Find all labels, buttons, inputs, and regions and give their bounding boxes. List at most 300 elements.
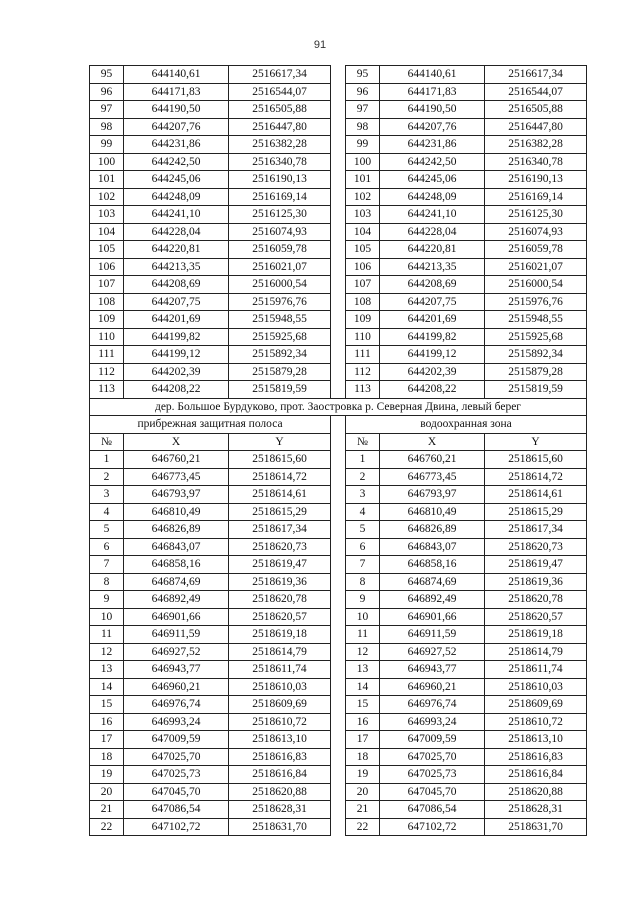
right-cell-num: 106	[346, 258, 380, 276]
left-cell-x: 644208,22	[124, 381, 229, 399]
right-cell-x: 646943,77	[380, 661, 485, 679]
left-cell-num: 10	[90, 608, 124, 626]
column-gap	[331, 661, 346, 679]
left-cell-x: 646760,21	[124, 451, 229, 469]
right-cell-y: 2516447,80	[485, 118, 587, 136]
column-gap	[331, 171, 346, 189]
right-cell-y: 2516505,88	[485, 101, 587, 119]
upper-coordinates-body	[90, 66, 587, 399]
right-cell-x: 646911,59	[380, 626, 485, 644]
right-cell-y: 2518631,70	[485, 818, 587, 836]
column-gap	[331, 223, 346, 241]
right-cell-x: 644171,83	[380, 83, 485, 101]
column-gap	[331, 573, 346, 591]
column-gap	[331, 83, 346, 101]
left-cell-num: 4	[90, 503, 124, 521]
right-cell-y: 2515819,59	[485, 381, 587, 399]
right-cell-num: 104	[346, 223, 380, 241]
table-row	[90, 801, 587, 819]
left-cell-x: 644140,61	[124, 66, 229, 84]
left-cell-y: 2518620,73	[229, 538, 331, 556]
column-gap	[331, 451, 346, 469]
table-row	[90, 258, 587, 276]
left-cell-x: 646892,49	[124, 591, 229, 609]
left-cell-x: 646927,52	[124, 643, 229, 661]
right-cell-y: 2518615,60	[485, 451, 587, 469]
left-cell-y: 2516617,34	[229, 66, 331, 84]
column-gap	[331, 66, 346, 84]
left-cell-num: 111	[90, 346, 124, 364]
left-cell-x: 646874,69	[124, 573, 229, 591]
right-cell-x: 646927,52	[380, 643, 485, 661]
right-cell-num: 101	[346, 171, 380, 189]
right-cell-num: 103	[346, 206, 380, 224]
right-cell-y: 2518614,72	[485, 468, 587, 486]
right-cell-x: 644245,06	[380, 171, 485, 189]
right-cell-y: 2516059,78	[485, 241, 587, 259]
left-cell-y: 2515948,55	[229, 311, 331, 329]
left-cell-num: 6	[90, 538, 124, 556]
right-cell-num: 7	[346, 556, 380, 574]
right-cell-y: 2516125,30	[485, 206, 587, 224]
left-cell-num: 95	[90, 66, 124, 84]
right-cell-num: 9	[346, 591, 380, 609]
column-gap	[331, 696, 346, 714]
table-row	[90, 66, 587, 84]
left-cell-y: 2518617,34	[229, 521, 331, 539]
right-cell-num: 2	[346, 468, 380, 486]
table-row	[90, 748, 587, 766]
left-cell-x: 646793,97	[124, 486, 229, 504]
right-cell-x: 647025,70	[380, 748, 485, 766]
left-cell-x: 647025,70	[124, 748, 229, 766]
right-cell-x: 647045,70	[380, 783, 485, 801]
lower-coordinates-body	[90, 451, 587, 836]
right-cell-y: 2518620,78	[485, 591, 587, 609]
left-cell-x: 644190,50	[124, 101, 229, 119]
left-cell-y: 2516125,30	[229, 206, 331, 224]
left-cell-y: 2516382,28	[229, 136, 331, 154]
left-cell-num: 18	[90, 748, 124, 766]
right-cell-y: 2516617,34	[485, 66, 587, 84]
left-cell-y: 2516505,88	[229, 101, 331, 119]
table-row	[90, 381, 587, 399]
right-cell-y: 2518610,72	[485, 713, 587, 731]
column-gap	[331, 713, 346, 731]
right-cell-num: 3	[346, 486, 380, 504]
right-header-x: X	[380, 433, 485, 451]
left-cell-y: 2518614,79	[229, 643, 331, 661]
right-header-num: №	[346, 433, 380, 451]
left-cell-y: 2515892,34	[229, 346, 331, 364]
left-cell-x: 644199,82	[124, 328, 229, 346]
page-number: 91	[313, 39, 327, 51]
left-cell-y: 2516021,07	[229, 258, 331, 276]
table-row	[90, 626, 587, 644]
right-cell-x: 644241,10	[380, 206, 485, 224]
left-cell-num: 98	[90, 118, 124, 136]
left-cell-num: 11	[90, 626, 124, 644]
table-row	[90, 451, 587, 469]
column-gap	[331, 188, 346, 206]
left-cell-y: 2516340,78	[229, 153, 331, 171]
table-row	[90, 538, 587, 556]
left-cell-num: 15	[90, 696, 124, 714]
right-cell-y: 2516340,78	[485, 153, 587, 171]
left-cell-y: 2518615,60	[229, 451, 331, 469]
left-cell-num: 16	[90, 713, 124, 731]
column-gap	[331, 206, 346, 224]
right-cell-num: 107	[346, 276, 380, 294]
left-cell-y: 2518610,03	[229, 678, 331, 696]
right-zone-title: водоохранная зона	[346, 416, 587, 434]
table-row	[90, 83, 587, 101]
left-cell-num: 106	[90, 258, 124, 276]
left-header-x: X	[124, 433, 229, 451]
column-gap	[331, 153, 346, 171]
column-gap	[331, 748, 346, 766]
table-row	[90, 171, 587, 189]
right-cell-y: 2515879,28	[485, 363, 587, 381]
column-gap	[331, 783, 346, 801]
left-cell-x: 647009,59	[124, 731, 229, 749]
right-cell-y: 2518616,84	[485, 766, 587, 784]
column-gap	[331, 591, 346, 609]
right-cell-y: 2518616,83	[485, 748, 587, 766]
right-cell-num: 98	[346, 118, 380, 136]
left-cell-y: 2518631,70	[229, 818, 331, 836]
left-cell-x: 644207,75	[124, 293, 229, 311]
column-gap	[331, 731, 346, 749]
left-cell-y: 2518620,78	[229, 591, 331, 609]
left-cell-x: 644248,09	[124, 188, 229, 206]
left-cell-num: 101	[90, 171, 124, 189]
left-cell-num: 96	[90, 83, 124, 101]
column-gap	[331, 328, 346, 346]
left-cell-x: 644202,39	[124, 363, 229, 381]
column-gap	[331, 626, 346, 644]
right-cell-num: 112	[346, 363, 380, 381]
left-cell-y: 2518614,61	[229, 486, 331, 504]
column-gap	[331, 608, 346, 626]
left-cell-y: 2518616,83	[229, 748, 331, 766]
right-cell-y: 2515925,68	[485, 328, 587, 346]
left-cell-num: 9	[90, 591, 124, 609]
left-cell-y: 2516059,78	[229, 241, 331, 259]
left-cell-y: 2515819,59	[229, 381, 331, 399]
column-gap	[331, 468, 346, 486]
column-gap	[331, 801, 346, 819]
left-cell-num: 3	[90, 486, 124, 504]
left-cell-y: 2515976,76	[229, 293, 331, 311]
right-cell-x: 646901,66	[380, 608, 485, 626]
left-cell-y: 2518619,18	[229, 626, 331, 644]
left-cell-x: 644213,35	[124, 258, 229, 276]
left-cell-num: 22	[90, 818, 124, 836]
left-cell-num: 1	[90, 451, 124, 469]
right-cell-num: 11	[346, 626, 380, 644]
left-cell-num: 17	[90, 731, 124, 749]
table-row	[90, 486, 587, 504]
left-cell-x: 644171,83	[124, 83, 229, 101]
left-cell-num: 19	[90, 766, 124, 784]
right-cell-num: 100	[346, 153, 380, 171]
left-cell-num: 12	[90, 643, 124, 661]
left-cell-y: 2516447,80	[229, 118, 331, 136]
right-cell-x: 644199,12	[380, 346, 485, 364]
right-cell-num: 95	[346, 66, 380, 84]
table-row	[90, 556, 587, 574]
right-cell-y: 2518613,10	[485, 731, 587, 749]
table-row	[90, 608, 587, 626]
right-cell-x: 644231,86	[380, 136, 485, 154]
column-gap	[331, 486, 346, 504]
right-cell-x: 644199,82	[380, 328, 485, 346]
right-cell-num: 10	[346, 608, 380, 626]
column-gap	[331, 118, 346, 136]
left-cell-num: 14	[90, 678, 124, 696]
right-cell-y: 2516169,14	[485, 188, 587, 206]
left-cell-y: 2518619,36	[229, 573, 331, 591]
left-cell-y: 2515925,68	[229, 328, 331, 346]
right-cell-num: 19	[346, 766, 380, 784]
right-cell-x: 646993,24	[380, 713, 485, 731]
left-cell-num: 13	[90, 661, 124, 679]
left-cell-x: 647025,73	[124, 766, 229, 784]
table-row	[90, 276, 587, 294]
right-cell-x: 647025,73	[380, 766, 485, 784]
right-cell-num: 15	[346, 696, 380, 714]
table-row	[90, 468, 587, 486]
table-row	[90, 661, 587, 679]
right-cell-x: 646793,97	[380, 486, 485, 504]
left-cell-y: 2518620,88	[229, 783, 331, 801]
table-row	[90, 521, 587, 539]
left-cell-x: 646943,77	[124, 661, 229, 679]
column-gap	[331, 258, 346, 276]
table-row	[90, 783, 587, 801]
left-cell-y: 2518609,69	[229, 696, 331, 714]
column-gap	[331, 276, 346, 294]
left-cell-x: 646843,07	[124, 538, 229, 556]
right-cell-y: 2518614,79	[485, 643, 587, 661]
left-cell-x: 647102,72	[124, 818, 229, 836]
left-cell-y: 2516000,54	[229, 276, 331, 294]
right-cell-y: 2518620,57	[485, 608, 587, 626]
right-cell-x: 646843,07	[380, 538, 485, 556]
right-header-y: Y	[485, 433, 587, 451]
right-cell-x: 647102,72	[380, 818, 485, 836]
right-cell-y: 2518620,88	[485, 783, 587, 801]
right-cell-num: 6	[346, 538, 380, 556]
right-cell-y: 2516021,07	[485, 258, 587, 276]
right-cell-num: 102	[346, 188, 380, 206]
column-gap	[331, 433, 346, 451]
right-cell-y: 2518614,61	[485, 486, 587, 504]
right-cell-y: 2518615,29	[485, 503, 587, 521]
table-row	[90, 241, 587, 259]
right-cell-num: 109	[346, 311, 380, 329]
right-cell-num: 14	[346, 678, 380, 696]
left-cell-x: 646976,74	[124, 696, 229, 714]
right-cell-y: 2516074,93	[485, 223, 587, 241]
left-cell-num: 109	[90, 311, 124, 329]
right-cell-num: 13	[346, 661, 380, 679]
left-cell-y: 2518620,57	[229, 608, 331, 626]
left-cell-y: 2518619,47	[229, 556, 331, 574]
table-row	[90, 223, 587, 241]
section-title: дер. Большое Бурдуково, прот. Заостровка р. Северная Двина, левый берег	[90, 398, 587, 416]
column-gap	[331, 766, 346, 784]
left-cell-y: 2518614,72	[229, 468, 331, 486]
column-gap	[331, 136, 346, 154]
right-cell-y: 2515948,55	[485, 311, 587, 329]
column-gap	[331, 503, 346, 521]
right-cell-num: 108	[346, 293, 380, 311]
right-cell-x: 644242,50	[380, 153, 485, 171]
right-cell-num: 97	[346, 101, 380, 119]
table-row	[90, 346, 587, 364]
left-cell-num: 102	[90, 188, 124, 206]
left-cell-x: 646901,66	[124, 608, 229, 626]
left-cell-x: 647045,70	[124, 783, 229, 801]
right-cell-x: 646874,69	[380, 573, 485, 591]
left-cell-num: 100	[90, 153, 124, 171]
left-cell-num: 8	[90, 573, 124, 591]
column-gap	[331, 416, 346, 434]
right-cell-y: 2518619,47	[485, 556, 587, 574]
left-cell-x: 644231,86	[124, 136, 229, 154]
right-cell-num: 16	[346, 713, 380, 731]
right-cell-num: 12	[346, 643, 380, 661]
right-cell-num: 8	[346, 573, 380, 591]
right-cell-y: 2518620,73	[485, 538, 587, 556]
column-gap	[331, 818, 346, 836]
right-cell-x: 646760,21	[380, 451, 485, 469]
table-row	[90, 153, 587, 171]
left-cell-num: 107	[90, 276, 124, 294]
right-cell-x: 644190,50	[380, 101, 485, 119]
left-header-num: №	[90, 433, 124, 451]
left-cell-x: 646773,45	[124, 468, 229, 486]
table-row	[90, 328, 587, 346]
right-cell-x: 644207,75	[380, 293, 485, 311]
column-gap	[331, 293, 346, 311]
right-cell-num: 111	[346, 346, 380, 364]
left-cell-y: 2518616,84	[229, 766, 331, 784]
left-cell-x: 646993,24	[124, 713, 229, 731]
right-cell-num: 4	[346, 503, 380, 521]
left-cell-x: 644199,12	[124, 346, 229, 364]
column-gap	[331, 643, 346, 661]
right-cell-num: 99	[346, 136, 380, 154]
column-gap	[331, 538, 346, 556]
table-row	[90, 293, 587, 311]
right-cell-x: 646773,45	[380, 468, 485, 486]
right-cell-num: 21	[346, 801, 380, 819]
right-cell-y: 2516544,07	[485, 83, 587, 101]
left-cell-x: 644201,69	[124, 311, 229, 329]
left-cell-num: 5	[90, 521, 124, 539]
right-cell-x: 646976,74	[380, 696, 485, 714]
table-row	[90, 311, 587, 329]
column-gap	[331, 678, 346, 696]
left-cell-x: 644242,50	[124, 153, 229, 171]
right-cell-x: 646960,21	[380, 678, 485, 696]
left-cell-y: 2518610,72	[229, 713, 331, 731]
column-gap	[331, 521, 346, 539]
left-cell-num: 108	[90, 293, 124, 311]
right-cell-x: 644213,35	[380, 258, 485, 276]
column-gap	[331, 381, 346, 399]
right-cell-y: 2518610,03	[485, 678, 587, 696]
left-cell-y: 2516544,07	[229, 83, 331, 101]
right-cell-num: 22	[346, 818, 380, 836]
left-cell-y: 2518628,31	[229, 801, 331, 819]
section-header	[90, 398, 587, 451]
right-cell-y: 2516000,54	[485, 276, 587, 294]
column-gap	[331, 241, 346, 259]
right-cell-x: 644208,22	[380, 381, 485, 399]
right-cell-num: 17	[346, 731, 380, 749]
left-header-y: Y	[229, 433, 331, 451]
right-cell-x: 646858,16	[380, 556, 485, 574]
right-cell-num: 5	[346, 521, 380, 539]
right-cell-num: 113	[346, 381, 380, 399]
left-cell-num: 20	[90, 783, 124, 801]
left-cell-x: 646826,89	[124, 521, 229, 539]
right-cell-x: 646810,49	[380, 503, 485, 521]
right-cell-y: 2516382,28	[485, 136, 587, 154]
right-cell-x: 644220,81	[380, 241, 485, 259]
left-cell-y: 2515879,28	[229, 363, 331, 381]
right-cell-y: 2515892,34	[485, 346, 587, 364]
left-cell-num: 104	[90, 223, 124, 241]
table-row	[90, 678, 587, 696]
table-row	[90, 206, 587, 224]
left-cell-num: 105	[90, 241, 124, 259]
left-cell-x: 644208,69	[124, 276, 229, 294]
right-cell-x: 647086,54	[380, 801, 485, 819]
right-cell-num: 20	[346, 783, 380, 801]
table-row	[90, 363, 587, 381]
right-cell-num: 96	[346, 83, 380, 101]
table-row	[90, 118, 587, 136]
table-row	[90, 818, 587, 836]
left-cell-num: 112	[90, 363, 124, 381]
left-cell-y: 2516074,93	[229, 223, 331, 241]
left-cell-num: 21	[90, 801, 124, 819]
right-cell-y: 2518611,74	[485, 661, 587, 679]
table-row	[90, 101, 587, 119]
right-cell-num: 18	[346, 748, 380, 766]
column-gap	[331, 346, 346, 364]
table-row	[90, 713, 587, 731]
table-row	[90, 696, 587, 714]
left-cell-x: 644228,04	[124, 223, 229, 241]
left-cell-y: 2516190,13	[229, 171, 331, 189]
column-gap	[331, 311, 346, 329]
left-cell-y: 2516169,14	[229, 188, 331, 206]
column-gap	[331, 556, 346, 574]
right-cell-x: 647009,59	[380, 731, 485, 749]
left-cell-num: 99	[90, 136, 124, 154]
left-cell-y: 2518611,74	[229, 661, 331, 679]
right-cell-num: 105	[346, 241, 380, 259]
right-cell-x: 644248,09	[380, 188, 485, 206]
right-cell-y: 2518628,31	[485, 801, 587, 819]
table-row	[90, 136, 587, 154]
